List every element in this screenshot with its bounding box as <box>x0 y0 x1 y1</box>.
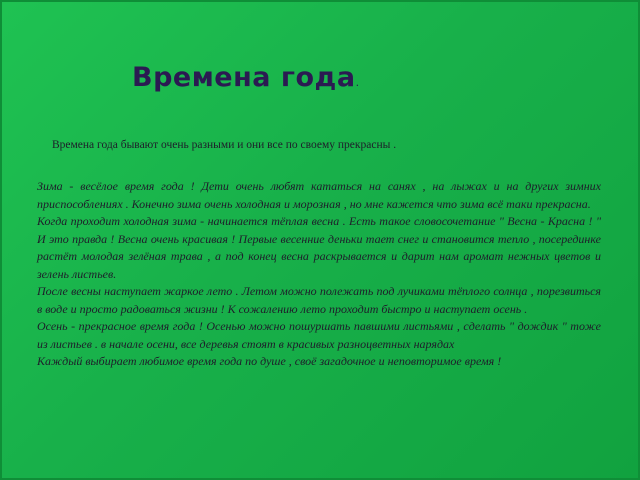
paragraph-summer: После весны наступает жаркое лето . Летом можно полежать под лучиками тёплого солнца , порезвиться в воде и просто радоваться жизни ! К сожалению лето проходит быстро и наступает осень . <box>37 284 601 316</box>
title-block <box>132 62 359 93</box>
paragraph-winter: Зима - весёлое время года ! Дети очень любят кататься на санях , на лыжах и на других зимних приспособлениях . Конечно зима очень холодная и морозная , но мне кажется что зима всё таки прекрасна. <box>37 179 601 211</box>
body-text <box>37 178 601 371</box>
slide-title: Времена года <box>132 62 356 93</box>
paragraph-autumn: Осень - прекрасное время года ! Осенью можно пошуршать павшими листьями , сделать " дождик " тоже из листьев . в начале осени, все деревья стоят в красивых разноцветных нарядах <box>37 319 601 351</box>
paragraph-spring: Когда проходит холодная зима - начинается тёплая весна . Есть такое словосочетание " Весна - Красна ! " И это правда ! Весна очень красивая ! Первые весенние деньки тает снег и становится тепло , посерединке растёт молодая зелёная трава , а под конец весна раскрывается и дарит нам аромат нежных цветов и зелень листьев. <box>37 214 601 281</box>
paragraph-conclusion: Каждый выбирает любимое время года по душе , своё загадочное и неповторимое время ! <box>37 354 502 368</box>
slide-subtitle: Времена года бывают очень разными и они все по своему прекрасны . <box>52 139 397 151</box>
title-dot: . <box>355 76 360 89</box>
